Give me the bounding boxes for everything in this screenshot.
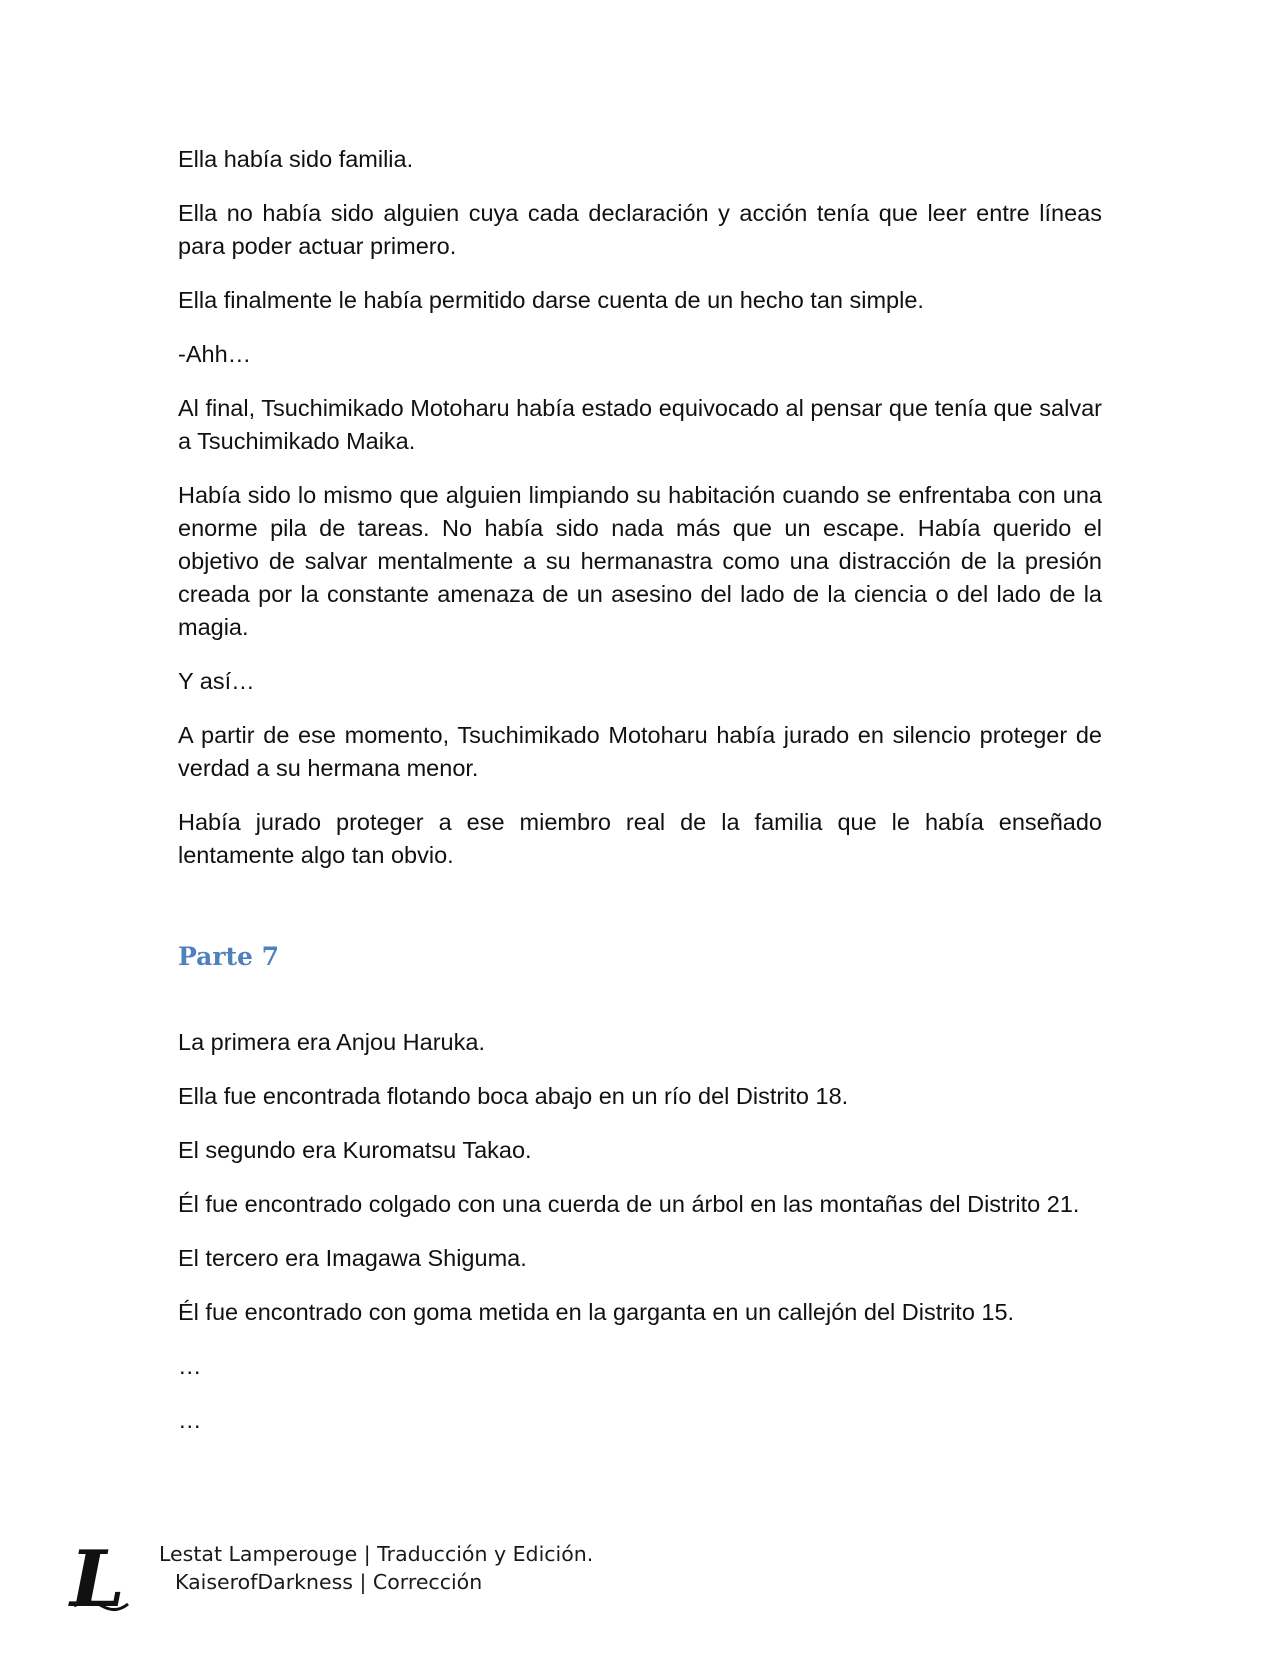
paragraph: Él fue encontrado colgado con una cuerda de un árbol en las montañas del Distrito 21. bbox=[178, 1191, 1080, 1217]
paragraph: El segundo era Kuromatsu Takao. bbox=[178, 1137, 532, 1163]
paragraph: Ella finalmente le había permitido darse cuenta de un hecho tan simple. bbox=[178, 287, 924, 313]
paragraph: Él fue encontrado con goma metida en la garganta en un callejón del Distrito 15. bbox=[178, 1299, 1015, 1325]
paragraph: Había jurado proteger a ese miembro real de la familia que le había enseñado lentamente algo tan obvio. bbox=[178, 809, 1102, 868]
document-body bbox=[178, 143, 1102, 1437]
paragraph: -Ahh… bbox=[178, 341, 252, 367]
paragraph: El tercero era Imagawa Shiguma. bbox=[178, 1245, 527, 1271]
paragraph: Y así… bbox=[178, 668, 255, 694]
section-heading: Parte 7 bbox=[178, 942, 280, 971]
svg-text:L: L bbox=[70, 1540, 125, 1614]
gothic-l-logo-icon bbox=[68, 1540, 130, 1614]
ellipsis-paragraph: … bbox=[178, 1407, 202, 1433]
paragraph: A partir de ese momento, Tsuchimikado Motoharu había jurado en silencio proteger de verdad a su hermana menor. bbox=[178, 722, 1102, 781]
ellipsis-paragraph: … bbox=[178, 1353, 202, 1379]
footer-credit-translation: Lestat Lamperouge | Traducción y Edición. bbox=[159, 1542, 594, 1566]
paragraph: Al final, Tsuchimikado Motoharu había estado equivocado al pensar que tenía que salvar a Tsuchimikado Maika. bbox=[178, 395, 1102, 454]
paragraph: La primera era Anjou Haruka. bbox=[178, 1029, 485, 1055]
page-footer bbox=[68, 1540, 668, 1620]
paragraph: Ella no había sido alguien cuya cada declaración y acción tenía que leer entre líneas para poder actuar primero. bbox=[178, 200, 1102, 259]
paragraph: Había sido lo mismo que alguien limpiando su habitación cuando se enfrentaba con una enorme pila de tareas. No había sido nada más que un escape. Había querido el objetivo de salvar mentalmente a su hermanastra como una distracción de la presión creada por la constante amenaza de un asesino del lado de la ciencia o del lado de la magia. bbox=[178, 482, 1102, 640]
paragraph: Ella fue encontrada flotando boca abajo en un río del Distrito 18. bbox=[178, 1083, 849, 1109]
footer-credit-correction: KaiserofDarkness | Corrección bbox=[175, 1570, 483, 1594]
paragraph: Ella había sido familia. bbox=[178, 146, 414, 172]
